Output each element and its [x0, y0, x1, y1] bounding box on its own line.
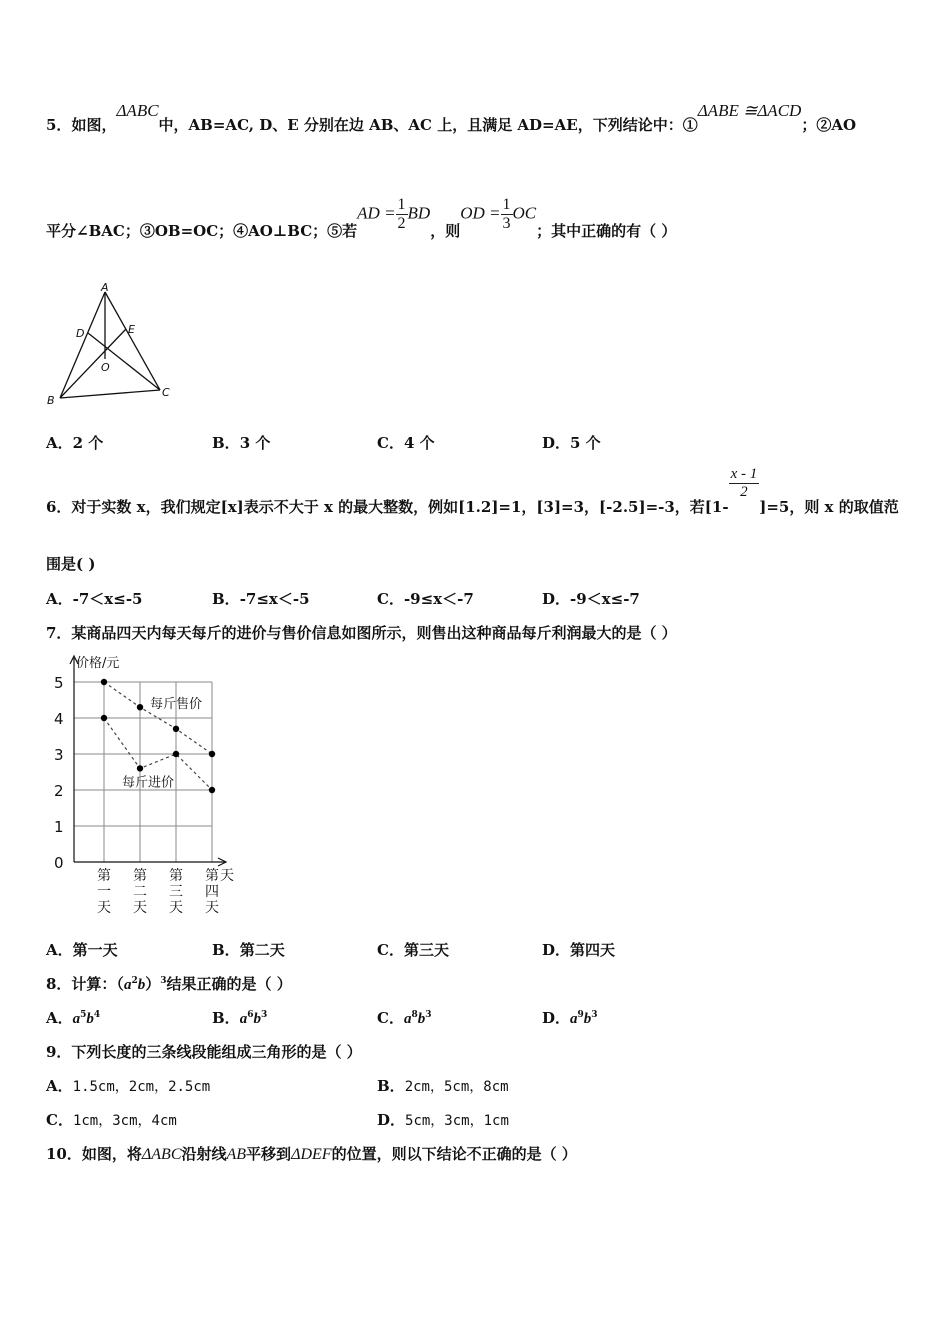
- data-point: [101, 715, 107, 721]
- q8-text-3: 结果正确的是（ ）: [166, 975, 292, 993]
- q5-od: OD =: [460, 203, 501, 223]
- q9-option-text: 1cm，3cm，4cm: [72, 1113, 177, 1129]
- chart-axes: [70, 656, 226, 866]
- y-axis-label: 价格/元: [76, 656, 120, 671]
- q6-option-letter: A．: [46, 590, 73, 608]
- q5-bd: BD: [407, 203, 431, 223]
- q9-option-a[interactable]: [46, 1075, 210, 1096]
- q6-option-text: -9＜x≤-7: [570, 590, 640, 608]
- q6-text-2: ]=5，则 x 的取值范: [759, 497, 899, 516]
- q8-a-var: a: [72, 1011, 81, 1027]
- price-chart: [44, 650, 244, 918]
- q10-text-3: 平移到: [246, 1145, 292, 1163]
- q5-text-1: 如图，: [71, 116, 117, 134]
- q5-half-den: 2: [397, 215, 406, 232]
- x-axis-label: 天: [220, 868, 234, 884]
- q6-line1: [46, 466, 899, 516]
- q9-option-c[interactable]: [46, 1109, 177, 1130]
- q9-option-d[interactable]: [377, 1109, 509, 1130]
- q8-b-exp: 3: [425, 1010, 432, 1020]
- q8-option-letter: C．: [377, 1009, 404, 1027]
- q7-option-text: 第四天: [570, 941, 616, 959]
- q5-third-den: 3: [502, 215, 511, 232]
- q10-text-2: 沿射线: [181, 1145, 227, 1163]
- q5-option-text: 5 个: [570, 434, 601, 452]
- y-tick-label: 5: [54, 674, 64, 692]
- q9-option-b[interactable]: [377, 1075, 509, 1096]
- q9-option-letter: D．: [377, 1111, 406, 1129]
- q5-triangle-figure: [44, 282, 174, 410]
- data-point: [173, 751, 179, 757]
- q6-text-3: 围是( ): [46, 555, 96, 573]
- q9-text: 9．下列长度的三条线段能组成三角形的是（ ）: [46, 1043, 362, 1061]
- q8-option-letter: A．: [46, 1009, 73, 1027]
- q7-option-letter: A．: [46, 941, 73, 959]
- q5-fraction-third: [501, 196, 513, 233]
- q8-a: a: [123, 977, 132, 993]
- q5-text-3: ；②AO: [801, 116, 857, 134]
- q8-square: 2: [131, 976, 138, 986]
- x-tick-label: 第一天: [97, 868, 111, 916]
- q5-fraction-half: [396, 196, 408, 233]
- q7-option-c[interactable]: [377, 939, 449, 960]
- q7-option-text: 第二天: [239, 941, 285, 959]
- q8-option-letter: B．: [212, 1009, 240, 1027]
- q7-text: 7．某商品四天内每天每斤的进价与售价信息如图所示，则售出这种商品每斤利润最大的是（ ）: [46, 624, 677, 642]
- q5-third-num: 1: [502, 196, 511, 213]
- q8-option-letter: D．: [542, 1009, 571, 1027]
- q9-option-text: 2cm，5cm，8cm: [404, 1079, 509, 1095]
- q5-ad: AD =: [357, 203, 396, 223]
- data-point: [209, 787, 215, 793]
- q9-option-text: 5cm，3cm，1cm: [405, 1113, 509, 1129]
- q8-b-var: b: [86, 1011, 94, 1027]
- q9-option-letter: A．: [46, 1077, 73, 1095]
- q8-a-var: a: [239, 1011, 248, 1027]
- q6-option-b[interactable]: [212, 588, 310, 609]
- q6-frac-num: x - 1: [730, 466, 758, 482]
- data-point: [173, 726, 179, 732]
- q6-option-a[interactable]: [46, 588, 142, 609]
- q5-number: 5．: [46, 116, 72, 134]
- y-tick-label: 0: [54, 854, 64, 872]
- data-point: [101, 679, 107, 685]
- q8-b: b: [137, 977, 146, 993]
- q10-abc: ΔABC: [141, 1146, 182, 1163]
- x-tick-label: 第三天: [169, 868, 183, 916]
- q5-text-4: 平分∠BAC；③OB=OC；④AO⊥BC；⑤若: [46, 221, 358, 240]
- q8-a-exp: 8: [411, 1010, 418, 1020]
- q8-option-b[interactable]: [212, 1007, 267, 1028]
- q6-option-text: -7＜x≤-5: [72, 590, 143, 608]
- q7-option-letter: B．: [212, 941, 240, 959]
- q7-option-text: 第三天: [403, 941, 449, 959]
- q6-option-d[interactable]: [542, 588, 640, 609]
- q5-triangle-abc: ΔABC: [116, 101, 159, 120]
- q9-option-letter: B．: [377, 1077, 405, 1095]
- q5-line2: [46, 196, 677, 240]
- q5-oc: OC: [512, 203, 537, 223]
- q6-option-letter: D．: [542, 590, 571, 608]
- y-tick-label: 1: [54, 818, 64, 836]
- q8-b-exp: 3: [260, 1010, 268, 1020]
- q5-label-o: O: [101, 361, 110, 374]
- q5-text-6: ；其中正确的有（ ）: [536, 221, 677, 240]
- series-label: 每斤售价: [150, 697, 203, 713]
- q8-b-var: b: [583, 1011, 592, 1027]
- q7-option-letter: C．: [377, 941, 404, 959]
- data-point: [209, 751, 215, 757]
- q8-b-exp: 3: [591, 1010, 598, 1020]
- q5-congruence: ΔABE ≅ΔACD: [697, 101, 802, 120]
- q9-option-letter: C．: [46, 1111, 73, 1129]
- x-tick-label: 第二天: [133, 868, 147, 916]
- q8-option-d[interactable]: [542, 1007, 598, 1028]
- y-tick-label: 2: [54, 782, 64, 800]
- q5-option-letter: D．: [542, 434, 571, 452]
- q10-line: [46, 1143, 577, 1164]
- q10-def: ΔDEF: [291, 1146, 332, 1163]
- y-tick-label: 3: [54, 746, 64, 764]
- x-tick-label: 第四天: [205, 868, 219, 916]
- q5-option-text: 2 个: [72, 434, 104, 452]
- series-label: 每斤进价: [122, 775, 175, 791]
- q5-line1: [46, 101, 857, 135]
- q6-fraction: [729, 466, 760, 501]
- q8-text-2: ）: [145, 975, 161, 993]
- q5-option-text: 4 个: [403, 434, 435, 452]
- q7-option-d[interactable]: [542, 939, 615, 960]
- q8-a-exp: 6: [247, 1010, 254, 1020]
- q7-option-letter: D．: [542, 941, 571, 959]
- q8-option-a[interactable]: [46, 1007, 100, 1028]
- q5-half-num: 1: [397, 196, 406, 213]
- q8-b-var: b: [253, 1011, 261, 1027]
- q5-option-letter: C．: [377, 434, 404, 452]
- q9-option-text: 1.5cm，2cm，2.5cm: [72, 1079, 211, 1095]
- q5-option-b[interactable]: [212, 432, 270, 453]
- q5-option-c[interactable]: [377, 432, 435, 453]
- q7-option-text: 第一天: [72, 941, 118, 959]
- data-point: [137, 765, 143, 771]
- q8-a-exp: 5: [80, 1010, 87, 1020]
- y-tick-label: 4: [54, 710, 64, 728]
- q6-frac-den: 2: [729, 483, 760, 501]
- q8-a-exp: 9: [577, 1010, 584, 1020]
- q8-option-c[interactable]: [377, 1007, 431, 1028]
- q6-text-1: 6．对于实数 x，我们规定[x]表示不大于 x 的最大整数，例如[1.2]=1，[3]=3，[-2.5]=-3，若[1-: [46, 497, 729, 516]
- q5-text-2: 中，AB=AC, D、E 分别在边 AB、AC 上，且满足 AD=AE，下列结论中：①: [158, 116, 698, 134]
- q8-a-var: a: [570, 1011, 578, 1027]
- q6-option-text: -9≤x＜-7: [403, 590, 474, 608]
- q6-option-text: -7≤x＜-5: [239, 590, 310, 608]
- q6-option-letter: C．: [377, 590, 404, 608]
- q8-a-var: a: [403, 1011, 412, 1027]
- q5-option-letter: B．: [212, 434, 240, 452]
- q10-ab: AB: [226, 1146, 247, 1163]
- q5-text-5: ，则: [430, 221, 461, 240]
- q8-b-var: b: [417, 1011, 426, 1027]
- data-point: [137, 704, 143, 710]
- q6-option-c[interactable]: [377, 588, 474, 609]
- q7-option-b[interactable]: [212, 939, 285, 960]
- q5-label-e: E: [128, 323, 135, 336]
- q7-option-a[interactable]: [46, 939, 118, 960]
- q5-option-a[interactable]: [46, 432, 103, 453]
- q5-label-b: B: [47, 394, 55, 407]
- q5-option-d[interactable]: [542, 432, 601, 453]
- q5-label-d: D: [76, 327, 85, 340]
- q5-option-text: 3 个: [239, 434, 271, 452]
- q10-text-4: 的位置，则以下结论不正确的是（ ）: [331, 1145, 577, 1163]
- q10-text-1: 10．如图，将: [46, 1145, 142, 1163]
- q8-b-exp: 4: [93, 1010, 101, 1020]
- q5-label-c: C: [162, 386, 170, 399]
- q5-option-letter: A．: [46, 434, 73, 452]
- q5-label-a: A: [101, 282, 109, 294]
- q8-text-1: 8．计算：（: [46, 975, 124, 993]
- q8-cube: 3: [160, 976, 167, 986]
- q6-option-letter: B．: [212, 590, 240, 608]
- q8-line: [46, 973, 292, 994]
